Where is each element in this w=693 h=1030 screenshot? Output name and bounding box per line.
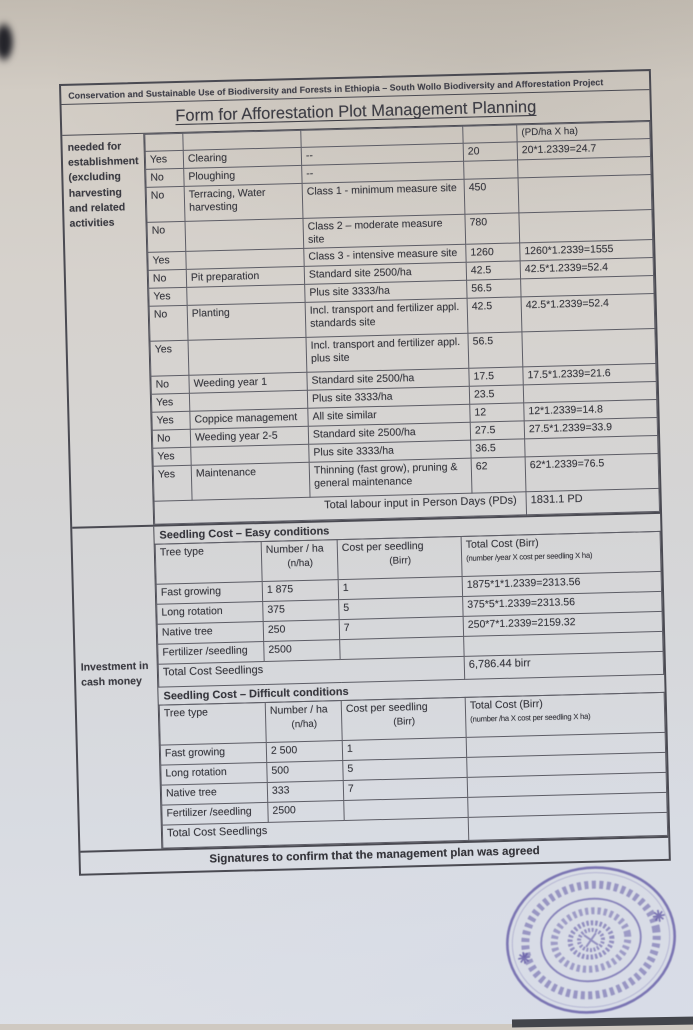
activity-cell: Weeding year 1 bbox=[189, 373, 307, 394]
official-stamp bbox=[490, 850, 692, 1030]
value-cell: 1260 bbox=[466, 243, 520, 262]
yn-cell: No bbox=[148, 270, 186, 289]
yn-cell: Yes bbox=[153, 466, 192, 502]
value-cell bbox=[464, 160, 518, 179]
number-cell: 333 bbox=[267, 781, 343, 803]
value-cell: 23.5 bbox=[469, 385, 523, 404]
investment-row-label: Investment in cash money bbox=[72, 527, 162, 851]
number-cell: 2 500 bbox=[266, 741, 342, 763]
activity-cell: Ploughing bbox=[184, 165, 302, 186]
seedling-table-easy bbox=[155, 531, 664, 688]
value-cell: 36.5 bbox=[471, 439, 525, 458]
value-cell: 42.5 bbox=[466, 261, 520, 280]
yn-cell: No bbox=[146, 168, 184, 187]
seedling-table-difficult bbox=[159, 692, 668, 849]
number-cell: 2500 bbox=[264, 640, 340, 662]
total-cost-header-sub: (number /ha X cost per seedling X ha) bbox=[470, 712, 591, 725]
value-cell: 56.5 bbox=[467, 279, 521, 298]
cost-cell: 7 bbox=[343, 778, 467, 801]
seedling-total-value: 6,786.44 birr bbox=[464, 652, 664, 680]
labour-total-value: 1831.1 PD bbox=[526, 489, 660, 515]
desc-cell: Standard site 2500/ha bbox=[307, 368, 469, 390]
seedling-total-label: Total Cost Seedlings bbox=[162, 818, 468, 849]
total-cost-cell: 1875*1*1.2339=2313.56 bbox=[462, 572, 661, 597]
number-cell: 2500 bbox=[268, 801, 344, 823]
value-cell: 12 bbox=[470, 403, 524, 422]
total-cost-cell: 375*5*1.2339=2313.56 bbox=[463, 592, 662, 617]
stamp-star-left bbox=[517, 951, 531, 965]
cost-header bbox=[337, 537, 462, 580]
investment-section bbox=[72, 514, 668, 853]
yn-cell: Yes bbox=[149, 288, 187, 307]
desc-cell: Plus site 3333/ha bbox=[307, 386, 469, 408]
stamp-inner-ring bbox=[535, 891, 648, 989]
yn-cell: No bbox=[149, 306, 188, 342]
cost-cell: 7 bbox=[339, 617, 463, 640]
seedling-difficult-title: Seedling Cost – Difficult conditions bbox=[158, 675, 664, 706]
activity-cell: Weeding year 2-5 bbox=[190, 427, 308, 448]
number-cell: 250 bbox=[263, 620, 339, 642]
calc-cell: 1260*1.2339=1555 bbox=[520, 240, 653, 261]
total-cost-header bbox=[465, 693, 665, 738]
desc-cell: Plus site 3333/ha bbox=[309, 440, 471, 462]
number-cell: 500 bbox=[267, 761, 343, 783]
stamp-emblem bbox=[567, 920, 614, 961]
labour-tables-area bbox=[144, 121, 660, 525]
activity-cell: Terracing, Water harvesting bbox=[184, 183, 303, 221]
tree-type-header: Tree type bbox=[159, 703, 266, 746]
desc-cell: -- bbox=[302, 161, 464, 183]
tree-type-cell: Native tree bbox=[161, 783, 267, 806]
yn-cell: No bbox=[146, 186, 185, 222]
total-cost-cell: 250*7*1.2339=2159.32 bbox=[463, 612, 662, 637]
desc-cell: Incl. transport and fertilizer appl. plus site bbox=[306, 333, 469, 372]
total-cost-header-main: Total Cost (Birr) bbox=[469, 698, 543, 713]
stamp-text-ring-inner bbox=[550, 905, 633, 975]
desc-cell: -- bbox=[301, 143, 463, 165]
desc-cell: All site similar bbox=[308, 404, 470, 426]
yn-cell: Yes bbox=[148, 252, 186, 271]
bottom-edge-strip bbox=[512, 1017, 693, 1028]
activity-cell: Maintenance bbox=[191, 463, 310, 501]
yn-cell: No bbox=[151, 376, 189, 395]
stamp-outer-ring-inner bbox=[502, 860, 681, 1019]
stamp-text-ring-outer bbox=[516, 874, 665, 1005]
calc-cell: 27.5*1.2339=33.9 bbox=[524, 418, 657, 439]
desc-cell: Plus site 3333/ha bbox=[305, 280, 467, 302]
tree-type-cell: Long rotation bbox=[157, 602, 263, 625]
cost-header-sub: (Birr) bbox=[393, 716, 416, 729]
labour-total-label: Total labour input in Person Days (PDs) bbox=[154, 492, 526, 524]
desc-cell: Class 3 - intensive measure site bbox=[304, 245, 466, 267]
number-header-main: Number / ha bbox=[269, 703, 328, 718]
calc-cell bbox=[522, 329, 656, 367]
labour-table bbox=[144, 121, 660, 525]
value-cell: 56.5 bbox=[468, 332, 523, 368]
pd-header-cell: (PD/ha X ha) bbox=[517, 122, 650, 142]
form-outer-box bbox=[59, 69, 671, 876]
number-cell: 375 bbox=[263, 600, 339, 622]
yn-cell: Yes bbox=[152, 412, 190, 431]
activity-cell: Pit preparation bbox=[186, 267, 304, 288]
desc-cell: Class 2 – moderate measure site bbox=[303, 214, 466, 248]
corner-shadow bbox=[0, 14, 18, 70]
number-cell: 1 875 bbox=[262, 580, 338, 602]
calc-cell: 42.5*1.2339=52.4 bbox=[520, 258, 653, 279]
value-cell: 42.5 bbox=[467, 297, 522, 333]
value-cell: 450 bbox=[464, 178, 519, 214]
desc-cell: Standard site 2500/ha bbox=[304, 263, 466, 285]
total-cost-header-main: Total Cost (Birr) bbox=[465, 537, 539, 552]
value-cell: 20 bbox=[463, 142, 517, 161]
tree-type-cell: Native tree bbox=[157, 622, 263, 645]
activity-cell: Planting bbox=[187, 303, 306, 341]
cost-cell: 5 bbox=[343, 758, 467, 781]
cost-header-main: Cost per seedling bbox=[341, 540, 424, 555]
labour-row-label: needed for establishment (excluding harvesting and related activities bbox=[62, 134, 154, 527]
seedling-total-label: Total Cost Seedlings bbox=[158, 657, 464, 688]
cost-header bbox=[341, 698, 466, 741]
yn-cell: Yes bbox=[150, 341, 189, 377]
yn-cell: Yes bbox=[153, 448, 191, 467]
calc-cell bbox=[519, 210, 653, 244]
number-header-sub: (n/ha) bbox=[287, 558, 314, 570]
number-header-sub: (n/ha) bbox=[291, 719, 318, 731]
cost-cell: 1 bbox=[338, 577, 462, 600]
activity-cell: Coppice management bbox=[190, 409, 308, 430]
project-header: Conservation and Sustainable Use of Biodiversity and Forests in Ethiopia – South Wollo Biodiversity and Afforestation Project bbox=[61, 71, 649, 105]
signature-line: Signatures to confirm that the management plan was agreed bbox=[209, 845, 540, 866]
calc-cell: 17.5*1.2339=21.6 bbox=[523, 364, 656, 385]
value-cell: 62 bbox=[471, 457, 526, 493]
yn-cell: No bbox=[152, 430, 190, 449]
cost-header-main: Cost per seedling bbox=[345, 701, 428, 716]
tree-type-cell: Long rotation bbox=[161, 763, 267, 786]
cost-cell: 5 bbox=[339, 597, 463, 620]
yn-cell: Yes bbox=[145, 150, 183, 169]
value-cell: 17.5 bbox=[469, 367, 523, 386]
calc-cell: 20*1.2339=24.7 bbox=[517, 139, 650, 160]
tree-type-cell: Fast growing bbox=[160, 743, 266, 766]
seedling-total-value bbox=[468, 813, 668, 841]
seedling-easy-title: Seedling Cost – Easy conditions bbox=[154, 514, 660, 545]
number-header-main: Number / ha bbox=[265, 542, 324, 557]
empty-cell bbox=[463, 125, 517, 143]
desc-cell: Class 1 - minimum measure site bbox=[302, 179, 465, 218]
stamp-star-right bbox=[652, 909, 666, 923]
calc-cell: 42.5*1.2339=52.4 bbox=[521, 294, 655, 332]
desc-cell: Incl. transport and fertilizer appl. standards site bbox=[305, 298, 468, 337]
yn-cell: No bbox=[147, 221, 186, 252]
total-cost-header-sub: (number /year X cost per seedling X ha) bbox=[466, 551, 593, 564]
investment-tables-area bbox=[154, 514, 668, 849]
calc-cell bbox=[518, 175, 652, 213]
desc-cell: Thinning (fast grow), pruning & general maintenance bbox=[309, 458, 472, 497]
tree-type-header: Tree type bbox=[155, 542, 262, 585]
yn-cell: Yes bbox=[151, 394, 189, 413]
afforestation-form bbox=[59, 69, 671, 876]
empty-cell bbox=[145, 133, 183, 151]
activity-cell bbox=[188, 338, 307, 376]
tree-type-cell: Fertilizer /seedling bbox=[158, 642, 264, 665]
labour-section bbox=[62, 121, 660, 529]
number-header bbox=[261, 540, 338, 582]
activity-cell bbox=[185, 218, 304, 251]
calc-cell: 12*1.2339=14.8 bbox=[524, 400, 657, 421]
form-title-text: Form for Afforestation Plot Management Planning bbox=[175, 97, 537, 126]
number-header bbox=[265, 701, 342, 743]
total-cost-header bbox=[461, 532, 661, 577]
value-cell: 780 bbox=[465, 213, 520, 245]
stamp-outer-ring bbox=[496, 855, 686, 1026]
cost-cell: 1 bbox=[342, 738, 466, 761]
calc-cell: 62*1.2339=76.5 bbox=[525, 454, 659, 492]
cost-header-sub: (Birr) bbox=[389, 555, 412, 568]
activity-cell: Clearing bbox=[183, 147, 301, 168]
value-cell: 27.5 bbox=[470, 421, 524, 440]
desc-cell: Standard site 2500/ha bbox=[308, 422, 470, 444]
tree-type-cell: Fertilizer /seedling bbox=[162, 803, 268, 826]
tree-type-cell: Fast growing bbox=[156, 582, 262, 605]
